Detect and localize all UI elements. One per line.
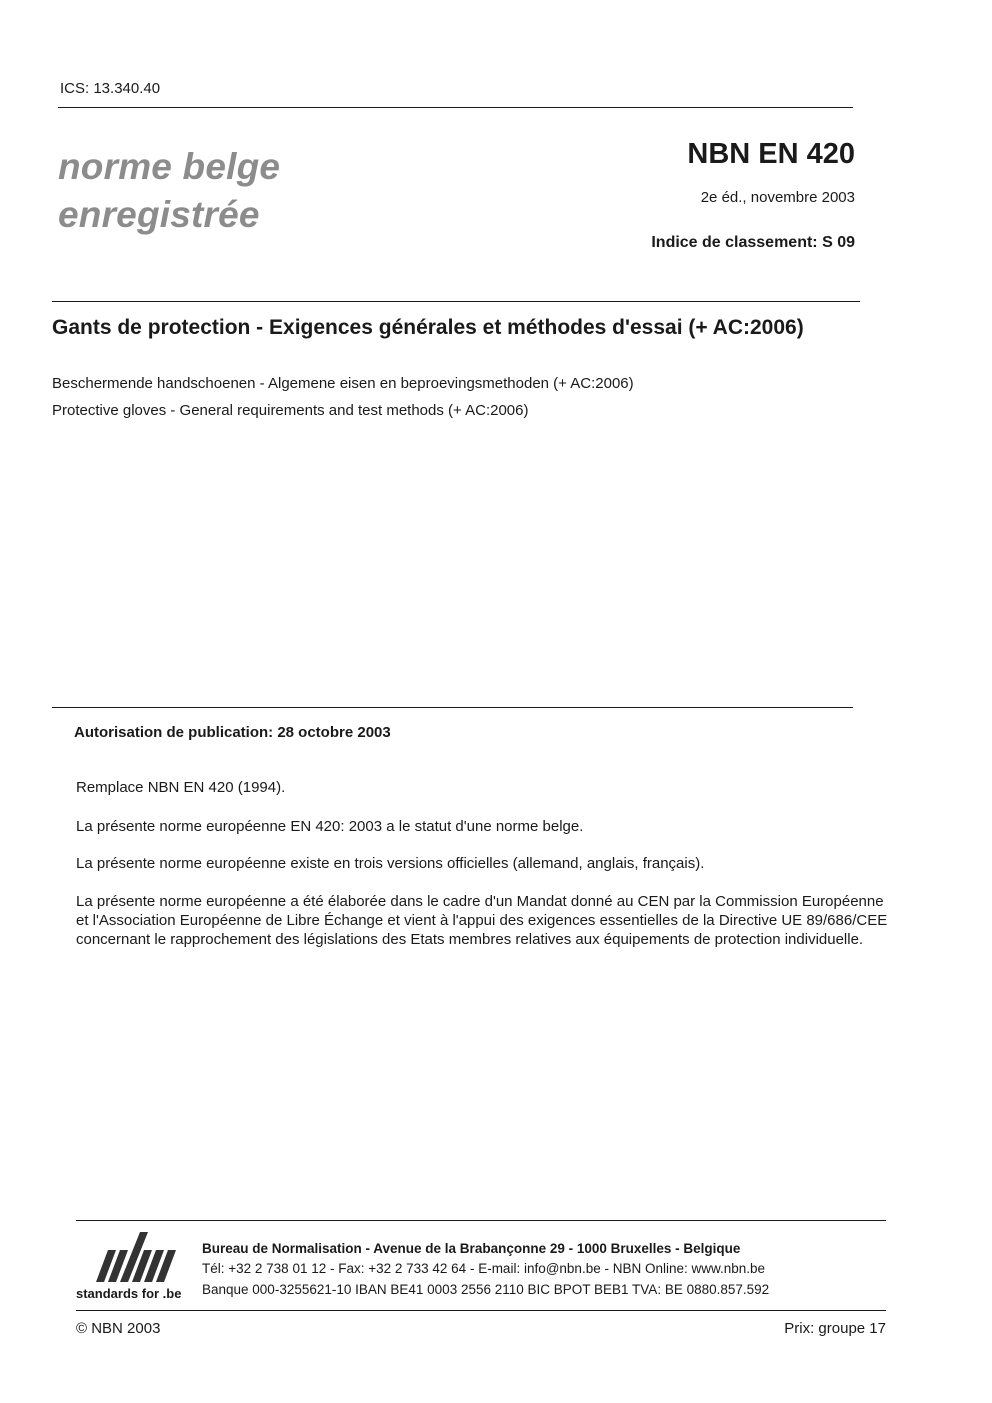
body-divider (52, 707, 853, 708)
copyright: © NBN 2003 (76, 1320, 161, 1337)
title-divider (52, 301, 860, 302)
footer-bank-details: Banque 000-3255621-10 IBAN BE41 0003 2556 2110 BIC BPOT BEB1 TVA: BE 0880.857.592 (202, 1282, 770, 1297)
mandate-note: La présente norme européenne a été élaborée dans le cadre d'un Mandat donné au CEN par la Commission Européenne et l'Association Européenne de Libre Échange et vient à l'appui des exigences essentielles de la Directive UE 89/686/CEE concernant le rapprochement des législations des Etats membres relatives aux équipements de protection individuelle. (76, 893, 888, 948)
header-divider (58, 107, 853, 108)
price-group: Prix: groupe 17 (784, 1320, 886, 1337)
publication-authorization: Autorisation de publication: 28 octobre 2003 (74, 724, 391, 741)
title-dutch: Beschermende handschoenen - Algemene eisen en beproevingsmethoden (+ AC:2006) (52, 375, 634, 392)
footer-bottom-divider (76, 1310, 886, 1311)
footer-contact: Tél: +32 2 738 01 12 - Fax: +32 2 733 42 64 - E-mail: info@nbn.be - NBN Online: www.nbn.be (202, 1261, 766, 1276)
brand-line-1: norme belge (58, 146, 281, 187)
replaces-note: Remplace NBN EN 420 (1994). (76, 779, 286, 796)
logo-caption: standards for .be (76, 1286, 182, 1301)
versions-note: La présente norme européenne existe en trois versions officielles (allemand, anglais, français). (76, 855, 705, 872)
brand-line-2: enregistrée (58, 194, 260, 235)
title-english: Protective gloves - General requirements and test methods (+ AC:2006) (52, 402, 529, 419)
classification-index: Indice de classement: S 09 (651, 234, 855, 251)
brand-heading (58, 143, 280, 239)
edition-date: 2e éd., novembre 2003 (700, 189, 855, 206)
status-note: La présente norme européenne EN 420: 2003 a le statut d'une norme belge. (76, 818, 584, 835)
footer-organization: Bureau de Normalisation - Avenue de la Brabançonne 29 - 1000 Bruxelles - Belgique (202, 1241, 741, 1256)
ics-code: ICS: 13.340.40 (60, 80, 161, 97)
nbn-logo (76, 1226, 188, 1301)
nbn-logo-mark-icon (76, 1226, 188, 1284)
footer-top-divider (76, 1220, 886, 1221)
title-french: Gants de protection - Exigences générales et méthodes d'essai (+ AC:2006) (52, 316, 804, 339)
standard-number: NBN EN 420 (687, 138, 855, 170)
